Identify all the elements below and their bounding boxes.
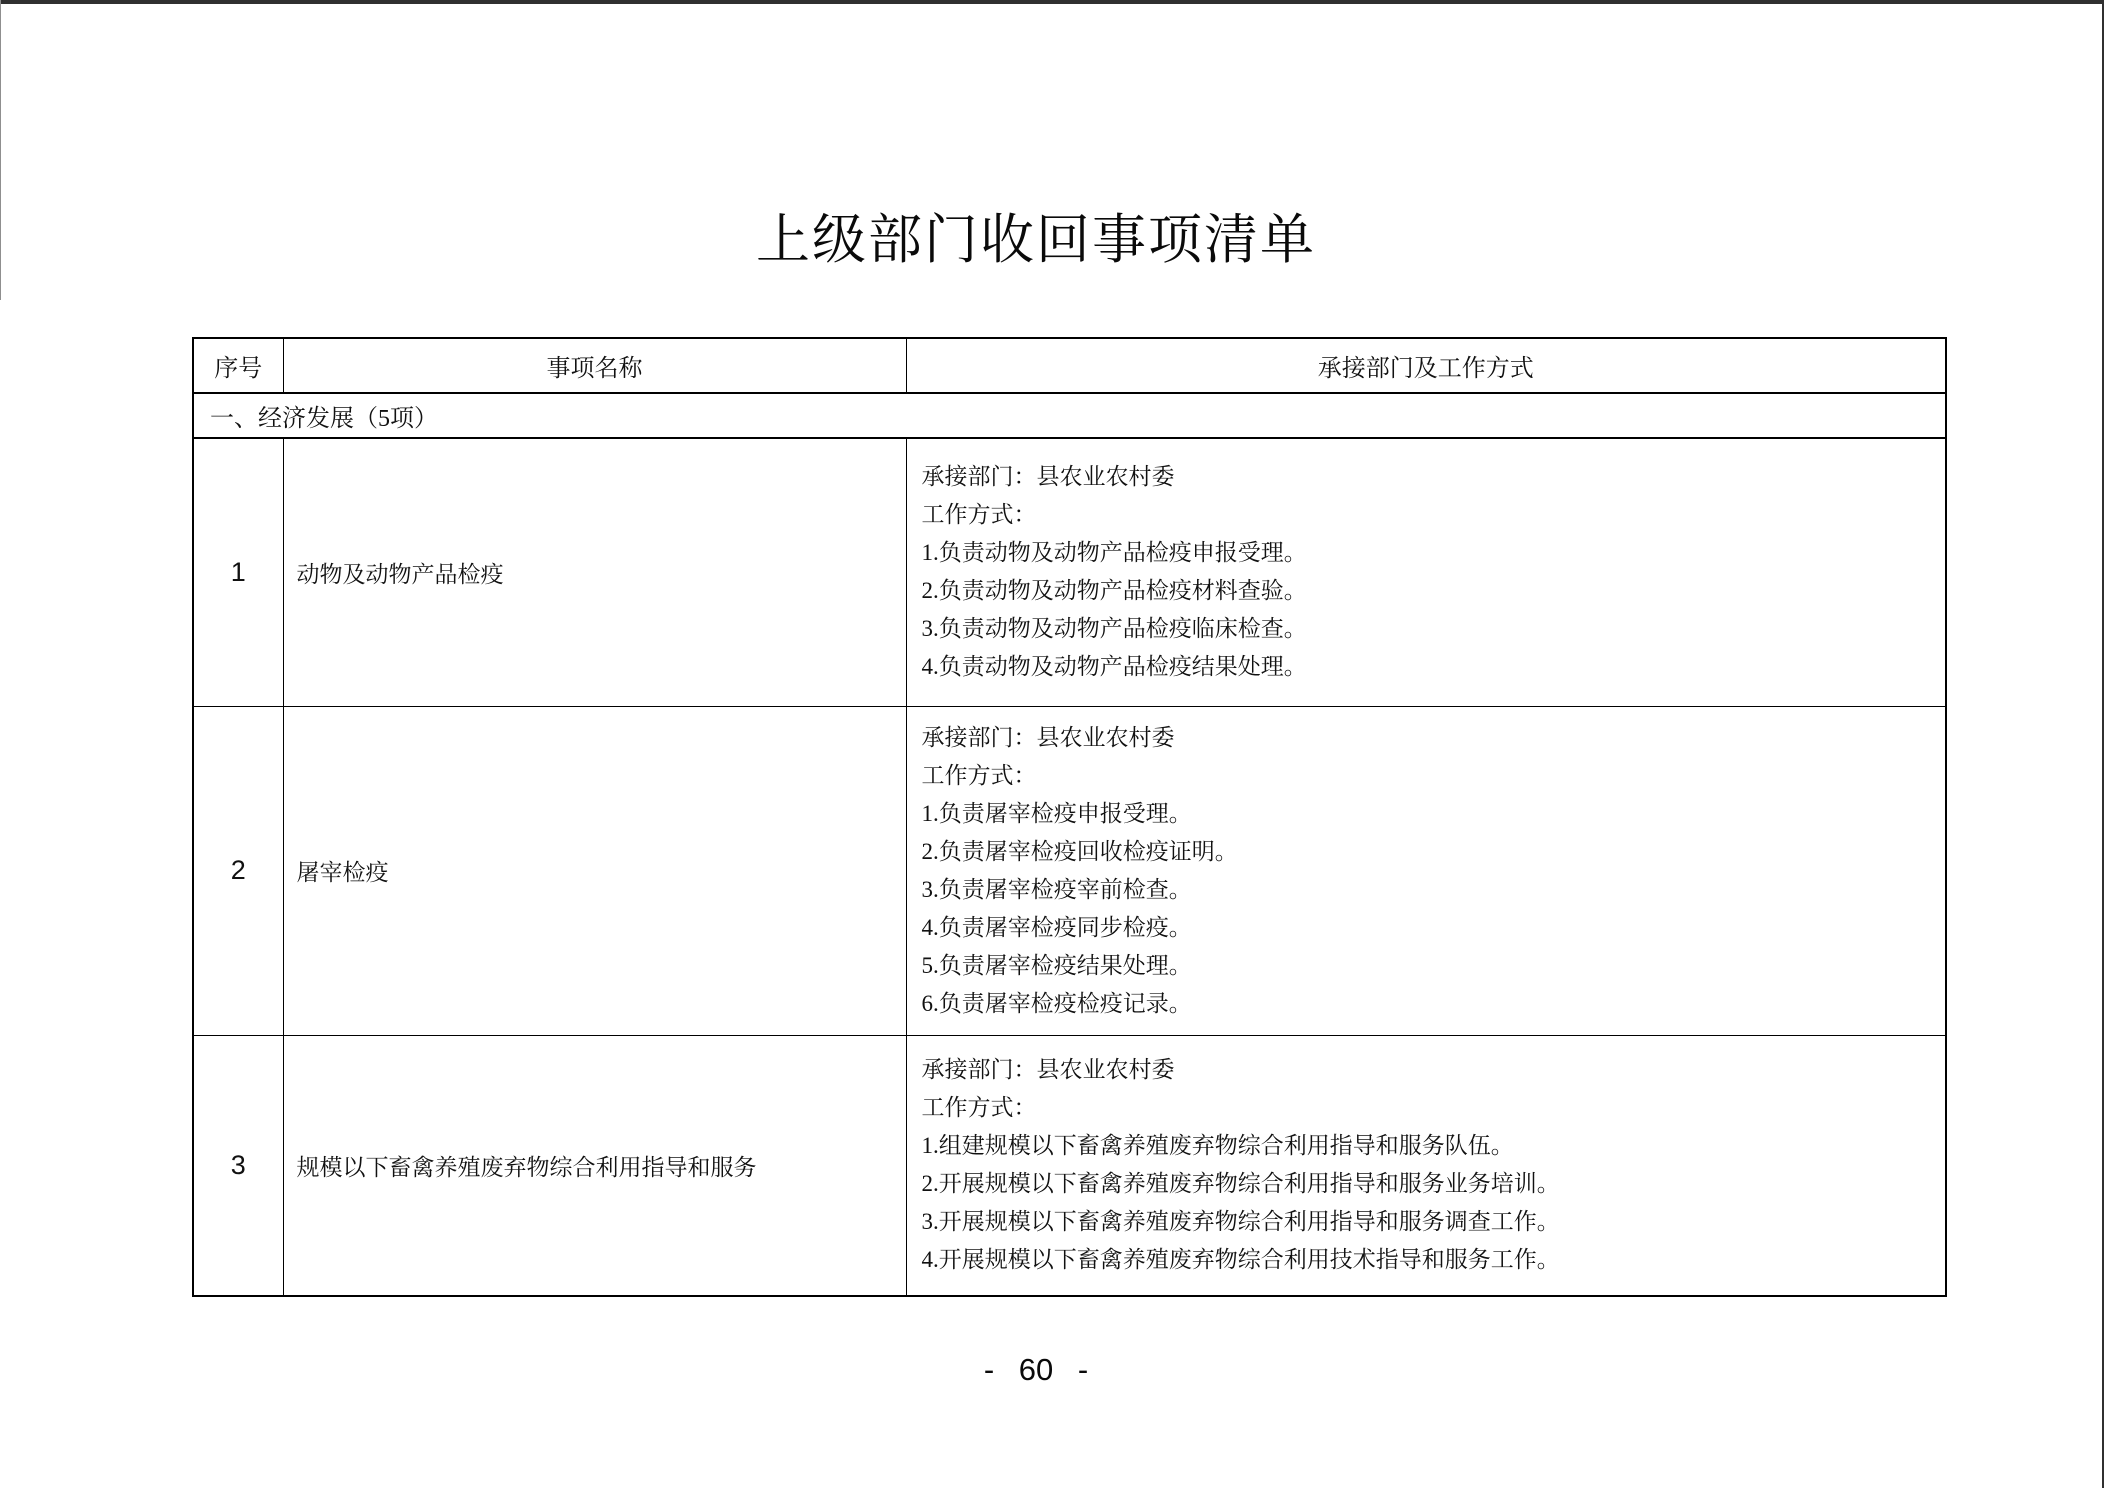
col-header-item-name: 事项名称 [283,338,906,393]
section-header-label: 一、经济发展（5项） [193,393,1946,438]
detail-line: 6.负责屠宰检疫检疫记录。 [921,990,1192,1016]
table-header-row [193,338,1946,393]
item-name-cell: 规模以下畜禽养殖废弃物综合利用指导和服务 [283,1035,906,1296]
detail-line: 5.负责屠宰检疫结果处理。 [921,952,1192,978]
row-index-cell: 1 [193,438,283,706]
detail-line: 工作方式： [921,502,1037,528]
detail-line: 1.组建规模以下畜禽养殖废弃物综合利用指导和服务队伍。 [921,1133,1514,1159]
table-row [193,1035,1946,1296]
detail-line: 3.开展规模以下畜禽养殖废弃物综合利用指导和服务调查工作。 [921,1209,1560,1235]
detail-line: 4.负责屠宰检疫同步检疫。 [921,914,1192,940]
row-index-cell: 3 [193,1035,283,1296]
detail-line: 4.负责动物及动物产品检疫结果处理。 [921,654,1307,680]
col-header-department: 承接部门及工作方式 [906,338,1946,393]
table-row [193,438,1946,706]
detail-line: 承接部门：县农业农村委 [921,464,1175,490]
row-index-cell: 2 [193,706,283,1035]
detail-line: 3.负责屠宰检疫宰前检查。 [921,876,1192,902]
detail-line: 工作方式： [921,1095,1037,1121]
section-header-row [193,393,1946,438]
detail-line: 1.负责屠宰检疫申报受理。 [921,800,1192,826]
detail-line: 3.负责动物及动物产品检疫临床检查。 [921,616,1307,642]
items-table [192,337,1947,1297]
detail-line: 2.负责动物及动物产品检疫材料查验。 [921,578,1307,604]
detail-line: 2.开展规模以下畜禽养殖废弃物综合利用指导和服务业务培训。 [921,1171,1560,1197]
department-detail-cell [906,438,1946,706]
detail-line: 1.负责动物及动物产品检疫申报受理。 [921,540,1307,566]
department-detail-cell [906,1035,1946,1296]
table-row [193,706,1946,1035]
detail-line: 承接部门：县农业农村委 [921,1057,1175,1083]
department-detail-cell [906,706,1946,1035]
page-number: - 60 - [983,1352,1089,1387]
col-header-index: 序号 [193,338,283,393]
item-name-cell: 屠宰检疫 [283,706,906,1035]
detail-line: 4.开展规模以下畜禽养殖废弃物综合利用技术指导和服务工作。 [921,1247,1560,1273]
detail-line: 承接部门：县农业农村委 [921,724,1175,750]
page-top-edge-bar [0,0,2104,4]
item-name-cell: 动物及动物产品检疫 [283,438,906,706]
detail-line: 工作方式： [921,762,1037,788]
detail-line: 2.负责屠宰检疫回收检疫证明。 [921,838,1238,864]
document-title: 上级部门收回事项清单 [756,210,1316,270]
